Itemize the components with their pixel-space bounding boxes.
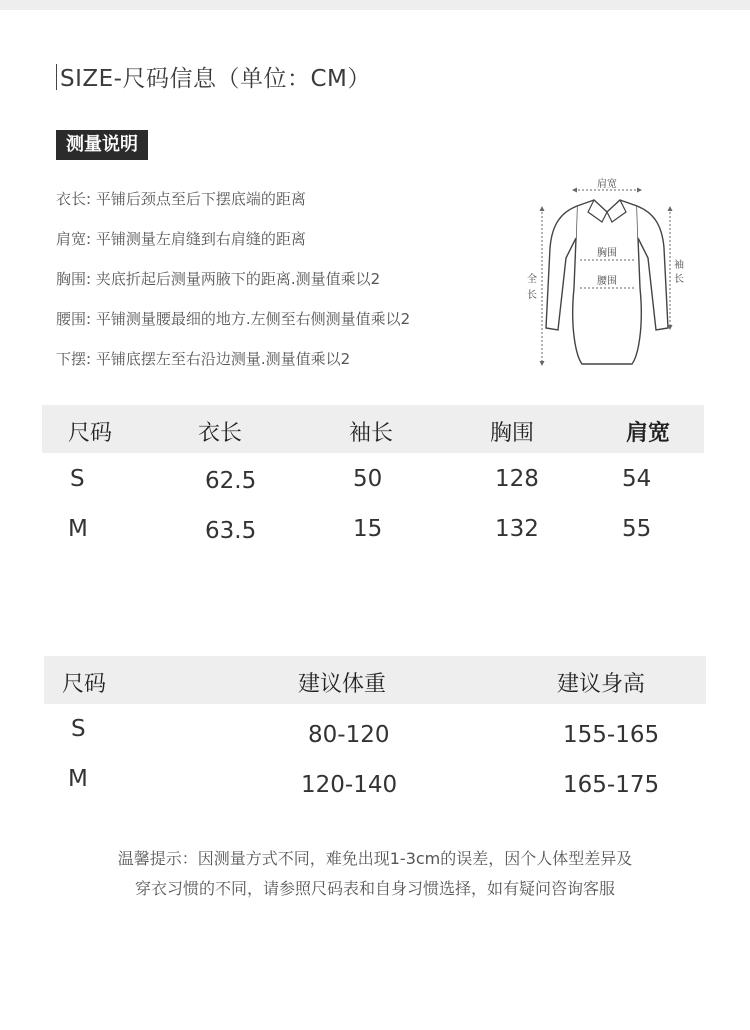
- sleeve-label-top: 袖: [674, 260, 684, 271]
- fit-header-size: 尺码: [62, 672, 107, 697]
- size-row-s-chest: 128: [495, 466, 539, 492]
- size-row-s-size: S: [70, 466, 85, 492]
- tip-line-1: 温馨提示：因测量方式不同，难免出现1-3cm的误差，因个人体型差异及: [117, 849, 633, 868]
- instruction-length: 衣长: 平铺后颈点至后下摆底端的距离: [56, 190, 306, 208]
- fit-header-weight: 建议体重: [298, 672, 387, 697]
- instruction-hem: 下摆: 平铺底摆左至右沿边测量.测量值乘以2: [56, 350, 351, 368]
- dress-measurement-diagram: [522, 178, 702, 373]
- size-row-m-chest: 132: [495, 516, 539, 542]
- shoulder-label: 肩宽: [597, 179, 617, 190]
- instruction-list: [56, 188, 526, 388]
- top-divider: [0, 0, 750, 10]
- tip-line-2: 穿衣习惯的不同，请参照尺码表和自身习惯选择，如有疑问咨询客服: [134, 879, 615, 898]
- measure-heading: 测量说明: [56, 130, 148, 160]
- fit-row-s-weight: 80-120: [308, 722, 390, 748]
- length-label-top: 全: [527, 274, 537, 285]
- length-label-bottom: 长: [527, 290, 537, 301]
- size-row-s-sleeve: 50: [353, 466, 383, 492]
- size-row-s-shoulder: 54: [622, 466, 652, 492]
- title-bar-mark: [56, 64, 57, 90]
- size-row-s-length: 62.5: [205, 468, 257, 494]
- size-header-shoulder: 肩宽: [626, 421, 671, 446]
- waist-label: 腰围: [597, 276, 617, 287]
- instruction-waist: 腰围: 平铺测量腰最细的地方.左侧至右侧测量值乘以2: [56, 310, 411, 328]
- size-row-m-shoulder: 55: [622, 516, 652, 542]
- fit-header-height: 建议身高: [557, 672, 646, 697]
- fit-row-m-weight: 120-140: [301, 772, 398, 798]
- page-title: [56, 60, 371, 93]
- size-header-chest: 胸围: [490, 421, 535, 446]
- size-header-length: 衣长: [198, 421, 243, 446]
- size-row-m-length: 63.5: [205, 518, 257, 544]
- sleeve-label-bottom: 长: [674, 274, 684, 285]
- fit-row-s-size: S: [71, 716, 86, 742]
- instruction-shoulder: 肩宽: 平铺测量左肩缝到右肩缝的距离: [56, 230, 306, 248]
- size-row-m-sleeve: 15: [353, 516, 383, 542]
- fit-row-m-height: 165-175: [563, 772, 660, 798]
- page-title-text: SIZE-尺码信息（单位：CM）: [60, 66, 371, 92]
- fit-row-m-size: M: [68, 766, 88, 792]
- size-header-sleeve: 袖长: [349, 421, 394, 446]
- instruction-chest: 胸围: 夹底折起后测量两腋下的距离.测量值乘以2: [56, 270, 381, 288]
- chest-label: 胸围: [597, 248, 617, 259]
- dress-illustration: [522, 178, 702, 373]
- fit-row-s-height: 155-165: [563, 722, 660, 748]
- size-header-size: 尺码: [68, 421, 113, 446]
- size-row-m-size: M: [68, 516, 88, 542]
